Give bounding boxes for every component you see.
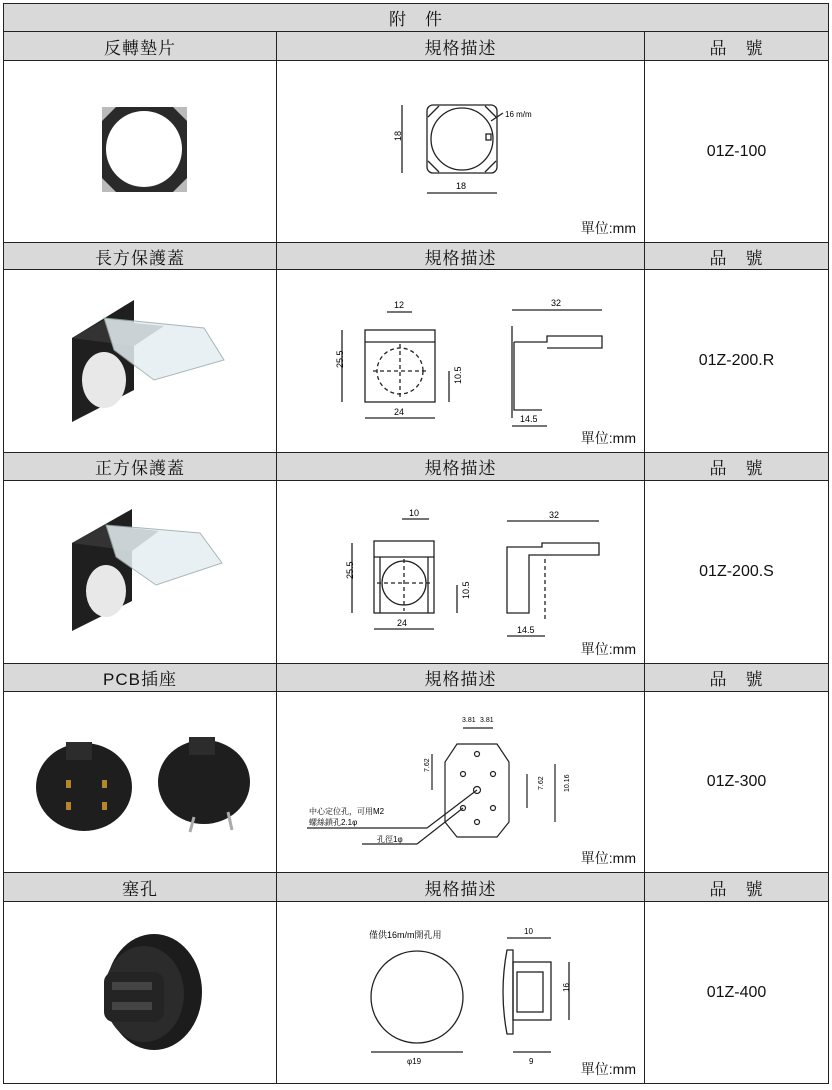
dim-side-depth: 14.5 bbox=[517, 625, 535, 635]
part-number-header: 品 號 bbox=[644, 452, 829, 481]
hole-plug-photo bbox=[4, 902, 276, 1083]
dim-vertical-left: 7.62 bbox=[424, 758, 431, 772]
product-photo-cell bbox=[3, 691, 277, 873]
rect-cover-drawing bbox=[277, 270, 644, 452]
pcb-socket-drawing bbox=[277, 692, 644, 872]
unit-label: 單位:mm bbox=[580, 641, 636, 657]
spacer-plate-photo bbox=[4, 61, 276, 242]
spec-header: 規格描述 bbox=[276, 872, 645, 902]
unit-label: 單位:mm bbox=[580, 220, 636, 236]
dim-overall: 10.16 bbox=[564, 774, 571, 792]
section-name: 長方保護蓋 bbox=[3, 242, 277, 270]
spec-drawing-cell bbox=[276, 901, 645, 1084]
product-photo-cell bbox=[3, 60, 277, 243]
spacer-plate-drawing bbox=[277, 61, 644, 242]
unit-label: 單位:mm bbox=[580, 1061, 636, 1077]
dim-top: 10 bbox=[409, 508, 420, 518]
section-name: PCB插座 bbox=[3, 663, 277, 692]
dim-top: 12 bbox=[394, 300, 405, 310]
square-cover-photo bbox=[4, 481, 276, 663]
pcb-socket-photo bbox=[4, 692, 276, 872]
spec-drawing-cell bbox=[276, 480, 645, 664]
dim-width: 24 bbox=[394, 407, 405, 417]
unit-label: 單位:mm bbox=[580, 850, 636, 866]
note-hole-diameter: 孔徑1φ bbox=[377, 835, 403, 844]
dim-width: 24 bbox=[397, 618, 408, 628]
part-number-header: 品 號 bbox=[644, 663, 829, 692]
spec-header: 規格描述 bbox=[276, 663, 645, 692]
part-number: 01Z-200.S bbox=[644, 480, 829, 664]
spec-drawing-cell bbox=[276, 691, 645, 873]
dim-side-width: 32 bbox=[549, 510, 560, 520]
product-photo-cell bbox=[3, 901, 277, 1084]
dim-pitch-left: 3.81 bbox=[462, 717, 476, 724]
dim-height: 18 bbox=[393, 130, 403, 141]
dim-vertical-right: 7.62 bbox=[538, 776, 545, 790]
note-center-hole: 中心定位孔，可用M2 bbox=[309, 807, 385, 816]
spec-drawing-cell bbox=[276, 60, 645, 243]
part-number: 01Z-300 bbox=[644, 691, 829, 873]
dim-center: 10.5 bbox=[461, 581, 471, 599]
section-name: 反轉墊片 bbox=[3, 31, 277, 61]
note-screw-hole: 螺絲鎖孔2.1φ bbox=[309, 818, 358, 827]
dim-width: 18 bbox=[456, 181, 467, 191]
part-number: 01Z-200.R bbox=[644, 269, 829, 453]
dim-height: 16 bbox=[562, 983, 571, 992]
product-photo-cell bbox=[3, 269, 277, 453]
section-name: 塞孔 bbox=[3, 872, 277, 902]
dim-side-depth: 14.5 bbox=[520, 414, 538, 424]
part-number: 01Z-100 bbox=[644, 60, 829, 243]
dim-body: 9 bbox=[529, 1057, 534, 1066]
part-number: 01Z-400 bbox=[644, 901, 829, 1084]
dim-height: 25.5 bbox=[335, 350, 345, 368]
unit-label: 單位:mm bbox=[580, 430, 636, 446]
dim-depth: 10 bbox=[524, 927, 533, 936]
spec-header: 規格描述 bbox=[276, 242, 645, 270]
dim-hole: 16 m/m bbox=[505, 110, 532, 119]
square-cover-drawing bbox=[277, 481, 644, 663]
dim-diameter: φ19 bbox=[407, 1057, 422, 1066]
dim-height: 25.5 bbox=[345, 561, 355, 579]
table-title: 附 件 bbox=[3, 3, 829, 32]
dim-center: 10.5 bbox=[453, 366, 463, 384]
section-name: 正方保護蓋 bbox=[3, 452, 277, 481]
product-photo-cell bbox=[3, 480, 277, 664]
spec-header: 規格描述 bbox=[276, 452, 645, 481]
rect-cover-photo bbox=[4, 270, 276, 452]
note-usage: 僅供16m/m開孔用 bbox=[369, 930, 442, 940]
part-number-header: 品 號 bbox=[644, 242, 829, 270]
spec-drawing-cell bbox=[276, 269, 645, 453]
part-number-header: 品 號 bbox=[644, 872, 829, 902]
dim-pitch-right: 3.81 bbox=[480, 717, 494, 724]
part-number-header: 品 號 bbox=[644, 31, 829, 61]
hole-plug-drawing bbox=[277, 902, 644, 1083]
spec-header: 規格描述 bbox=[276, 31, 645, 61]
dim-side-width: 32 bbox=[551, 298, 562, 308]
